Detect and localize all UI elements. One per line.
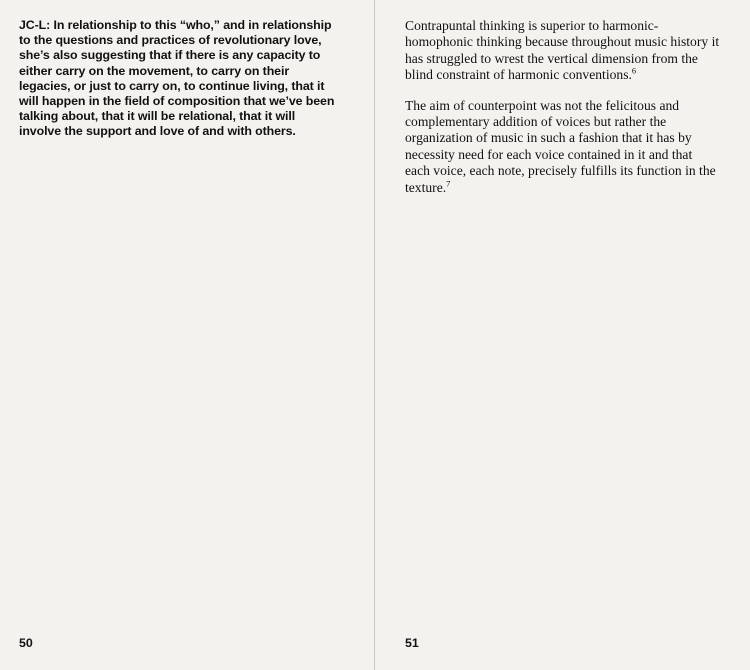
- body-paragraph-1-text: Contrapuntal thinking is superior to harmonic-homophonic thinking because throughout music history it has struggled to wrest the vertical dimension from the blind constraint of harmonic conventions.: [405, 18, 720, 83]
- body-paragraph-2: [405, 98, 720, 196]
- page-right: [375, 0, 750, 670]
- body-paragraph-1: [405, 18, 720, 84]
- speaker-label: JC-L:: [19, 18, 51, 32]
- page-number-left: 50: [19, 636, 33, 650]
- footnote-marker-6: 6: [631, 65, 637, 76]
- footnote-marker-7: 7: [446, 178, 451, 189]
- speech-text: In relationship to this “who,” and in relationship to the questions and practices of revolutionary love, she’s also suggesting that if there is any capacity to either carry on the movement, to carry on their legacies, or just to carry on, to continue living, that it will happen in the field of composition that we’ve been talking about, that it will be relational, that it will involve the support and love of and with others.: [19, 18, 335, 139]
- body-paragraph-2-text: The aim of counterpoint was not the felicitous and complementary addition of voices but rather the organization of music in such a fashion that it has by necessity need for each voice contained in it and that each voice, each note, precisely fulfills its function in the texture.: [405, 97, 716, 195]
- page-number-right: 51: [405, 636, 419, 650]
- interview-speech-paragraph: [19, 18, 337, 140]
